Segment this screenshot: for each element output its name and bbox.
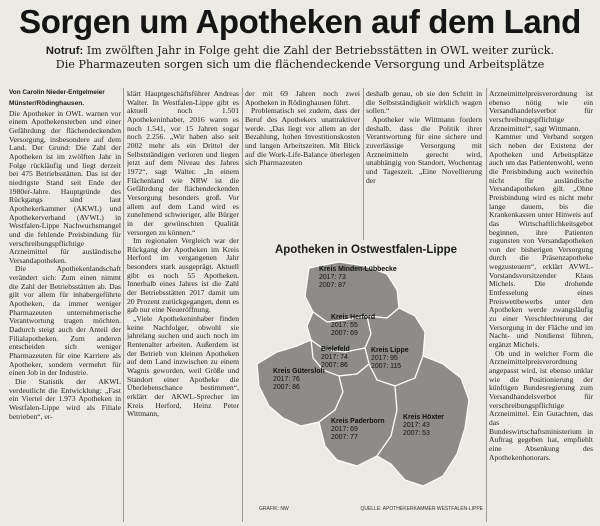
- map-district-name: Kreis Minden-Lübbecke: [319, 266, 397, 273]
- dateline: Münster/Rödinghausen.: [9, 100, 85, 107]
- paragraph: Die Apotheker in OWL warnen vor einem Apothekensterben und einer Gefährdung der flächendeckenden Versorgung, insbesondere auf dem Land. Der Grund: Die Zahl der Apotheken ist im zwölften Jahr in Folge rückläufig und liegt derzeit bei 475 Betriebsstätten. Das ist der niedrigste Stand seit Ende der 1980er-Jahre. Hauptgründe des Rückgangs sind laut Apothekerkammer (AKWL) und Apothekerverband (AVWL) in Westfalen-Lippe Nachwuchsmangel und die fehlende Preisbindung für verschreibungspflichtige Arzneimittel für ausländische Versandapotheken.: [9, 108, 121, 265]
- column-divider: [242, 88, 243, 522]
- map-title: Apotheken in Ostwestfalen-Lippe: [274, 244, 458, 256]
- map-label-bielefeld: [321, 346, 350, 369]
- map-value-2017: 2017: 69: [331, 425, 358, 433]
- map-value-2007: 2007: 69: [331, 329, 358, 337]
- article-column-5: [489, 90, 593, 524]
- source-credit: QUELLE: APOTHEKERKAMMER WESTFALEN-LIPPE: [360, 506, 483, 512]
- graphic-credit: GRAFIK: NW: [259, 506, 289, 512]
- paragraph: Problematisch sei zudem, dass der Beruf des Apothekers unattraktiver werde. „Das liegt vor allem an der Bezahlung, hohen Investitionskosten und langen Arbeitszeiten. Mit Blick auf die Work-Life-Balance überlegen sich Pharmazeuten: [245, 106, 360, 168]
- paragraph: Apotheker wie Wittmann fordern deshalb, dass die Politik ihrer Verantwortung für eine sichere und zuverlässige Versorgung mit Arzneimitteln gerecht wird, unabhängig von Standort, Wochentag und Tageszeit. „Eine Novellierung der: [366, 114, 482, 185]
- map-district-name: Bielefeld: [321, 346, 350, 353]
- subheadline-keyword: Notruf:: [45, 45, 84, 57]
- paragraph: deshalb genau, ob sie den Schritt in die Selbstständigkeit wirklich wagen sollen.“: [366, 90, 482, 116]
- map-value-2007: 2007: 53: [403, 429, 430, 437]
- article-column-1: [9, 100, 121, 524]
- paragraph: klärt Hauptgeschäftsführer Andreas Walter. In Westfalen-Lippe gibt es aktuell noch 1.501 Apothekeninhaber, 2016 waren es noch 1.541, vor 15 Jahren sogar noch 2.256. „Wir haben also seit 2002 mehr als ein Drittel der Selbstständigen verloren und liegen jetzt auf dem Niveau des Jahres 1972“, sagt Walter. „In einem Flächenland wie NRW ist die Gefährdung der flächendeckenden Versorgung besonders groß. Vor allem auf dem Land wird es zunehmend schwieriger, alle Bürger in der gewünschten Qualität versorgen zu können.“: [127, 90, 239, 237]
- column-divider: [363, 88, 364, 240]
- map-label-herford: [331, 314, 375, 337]
- subheadline-line-2: Die Pharmazeuten sorgen sich um die flächendeckende Versorgung und Arbeitsplätze: [55, 58, 545, 71]
- map-label-minden-luebbecke: [319, 266, 397, 289]
- paragraph: Die Apothekenlandschaft verändert sich: Zum einen nimmt die Zahl der Betriebsstätten ab. Das gilt vor allem für inhabergeführte Apotheken, da immer weniger Pharmazeuten unternehmerische Verantwortung tragen möchten. Dadurch steigt auch der Anteil der Filialapotheken. Zum anderen entscheiden sich weniger Pharmazeuten für eine Karriere als Apotheker, sondern vermehrt für einen Job in der Industrie.: [9, 264, 121, 378]
- map-value-2007: 2007: 77: [331, 433, 358, 441]
- paragraph: Arzneimittelpreisverordnung ist ebenso nötig wie ein Versandhandelsverbot für verschreibungspflichtige Arzneimittel“, sagt Wittmann.: [489, 90, 593, 133]
- map-value-2017: 2017: 74: [321, 353, 348, 361]
- author-byline: Von Carolin Nieder-Entgelmeier: [9, 89, 105, 96]
- map-value-2007: 2007: 86: [273, 383, 300, 391]
- article-column-4: [366, 90, 482, 240]
- article-subheadline: [10, 44, 590, 72]
- map-value-2017: 2017: 55: [331, 321, 358, 329]
- map-label-guetersloh: [273, 368, 325, 391]
- map-value-2017: 2017: 76: [273, 375, 300, 383]
- paragraph: „Viele Apothekeninhaber finden keine Nachfolger, obwohl sie jahrelang suchen und auch noch im Rentenalter arbeiten. Außerdem ist der Betrieb von kleinen Apotheken auf dem Land inzwischen zu einem Wagnis geworden, weil Größe und Standort einer Apotheke die Überlebenschance bestimmen“, erklärt der AKWL-Sprecher im Kreis Herford, Heinz Peter Wittmann,: [127, 314, 239, 419]
- article-headline: Sorgen um Apotheken auf dem Land: [19, 3, 581, 40]
- article-column-2: [127, 90, 239, 524]
- subheadline-line-1: Im zwölften Jahr in Folge geht die Zahl der Betriebsstätten in OWL weiter zurück.: [83, 44, 555, 57]
- paragraph: Ob und in welcher Form die Arzneimittelpreisverordnung angepasst wird, ist ebenso unklar wie die Positionierung der künftigen Bundesregierung zum Versandhandelsverbot für verschreibungspflichtige Arzneimittel. Ein Gutachten, das das Bundeswirtschaftsministerium in Auftrag gegeben hat, empfiehlt eine Absenkung des Apothekenhonorars.: [489, 348, 593, 462]
- map-label-lippe: [371, 347, 409, 370]
- map-district-name: Kreis Höxter: [403, 414, 444, 421]
- column-divider: [123, 88, 124, 522]
- map-district-name: Kreis Gütersloh: [273, 368, 325, 375]
- paragraph: Im regionalen Vergleich war der Rückgang der Apotheken im Kreis Herford im vergangenen Jahr besonders stark ausgeprägt. Aktuell gibt es noch 55 Apotheken. Innerhalb eines Jahres ist die Zahl der Betriebsstätten 2017 damit um 20 Prozent zurückgegangen, denn es gab nur eine Neueröffnung.: [127, 236, 239, 315]
- article-column-3: [245, 90, 360, 240]
- map-district-name: Kreis Herford: [331, 314, 376, 321]
- paragraph: der mit 69 Jahren noch zwei Apotheken in Rödinghausen führt.: [245, 90, 360, 107]
- map-district-name: Kreis Lippe: [371, 347, 409, 354]
- map-value-2017: 2017: 73: [319, 273, 346, 281]
- map-value-2007: 2007: 87: [319, 281, 346, 289]
- map-value-2017: 2017: 43: [403, 421, 430, 429]
- map-district-name: Kreis Paderborn: [331, 418, 385, 425]
- map-value-2007: 2007: 115: [371, 362, 402, 370]
- column-divider: [486, 88, 487, 522]
- map-label-paderborn: [331, 418, 385, 441]
- paragraph: Die Statistik der AKWL verdeutlicht die Entwicklung: „Fast ein Viertel der 1.973 Apotheken in Westfalen-Lippe wird als Filiale betrieben“, er-: [9, 377, 121, 421]
- map-value-2017: 2017: 95: [371, 354, 398, 362]
- map-value-2007: 2007: 86: [321, 361, 348, 369]
- map-label-hoexter: [403, 414, 444, 437]
- paragraph: Kammer und Verband sorgen sich neben der Existenz der Apotheken und Arbeitsplätze auch um das Patientenwohl, wenn die Preisbindung auch weiterhin nicht für ausländische Versandapotheken gilt. „Ohne Preisbindung wird es nicht mehr lange dauern, bis die Krankenkassen unter Hinweis auf das Wirtschaftlichkeitsgebot beginnen, ihre Patienten zugunsten von Versandapotheken von der bisherigen Versorgung durch die Präsenzapotheke wegzusteuern“, erklärt AVWL-Vorstandsvorsitzender Klaus Michels. Die drohende Entfesselung eines Preiswettbewerbs unter den Apotheken werde zwangsläufig zu einer Verschlechterung der Versorgung in der Fläche und im Nacht- und Notdienst führen, ergänzt Michels.: [489, 132, 593, 350]
- owl-pharmacy-map: [247, 244, 485, 512]
